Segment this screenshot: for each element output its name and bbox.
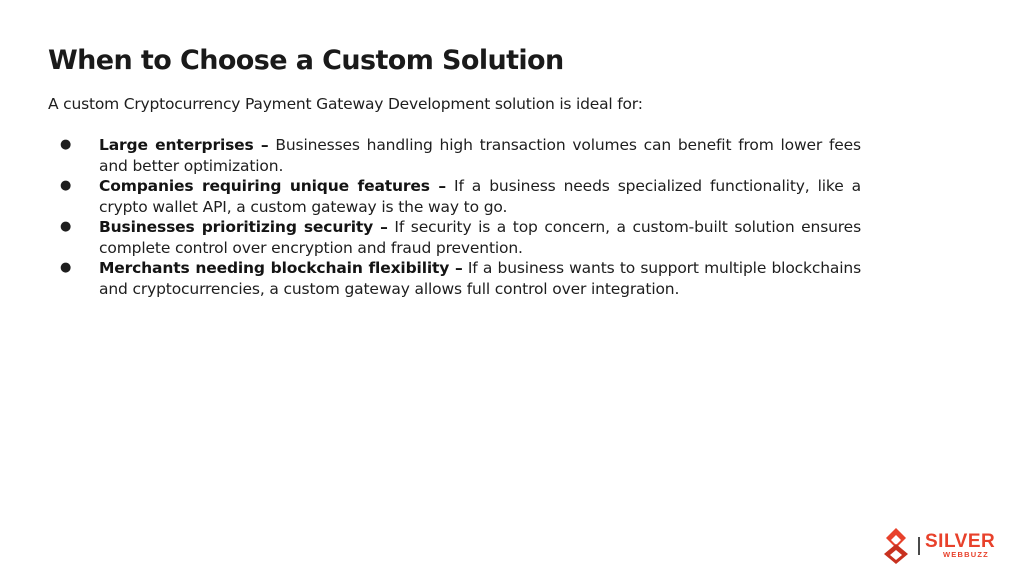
bullet-heading: Merchants needing blockchain flexibility – [99,259,463,277]
silver-webbuzz-logo [880,526,1010,566]
bullet-dot-icon: ● [60,178,72,193]
bullet-text: If security is a top concern, a custom-built solution ensures complete control over encryption and fraud prevention. [99,218,861,257]
bullet-list [60,135,861,299]
silver-webbuzz-logo-icon [880,526,912,566]
bullet-dot-icon: ● [60,260,72,275]
bullet-dot-icon: ● [60,137,72,152]
bullet-text: If a business wants to support multiple blockchains and cryptocurrencies, a custom gateway allows full control over integration. [99,259,862,298]
bullet-dot-icon: ● [60,219,72,234]
bullet-item [60,258,861,299]
logo-divider [918,537,920,555]
bullet-item [60,176,861,217]
bullet-text: If a business needs specialized functionality, like a crypto wallet API, a custom gateway is the way to go. [99,177,861,216]
bullet-text: Businesses handling high transaction volumes can benefit from lower fees and better optimization. [99,136,861,175]
bullet-item [60,217,861,258]
slide-intro: A custom Cryptocurrency Payment Gateway Development solution is ideal for: [48,95,643,113]
slide-title: When to Choose a Custom Solution [48,45,564,76]
bullet-item [60,135,861,176]
bullet-heading: Large enterprises – [99,136,269,154]
logo-wordmark: SILVER [925,531,996,552]
bullet-heading: Businesses prioritizing security – [99,218,388,236]
bullet-heading: Companies requiring unique features – [99,177,446,195]
logo-subwordmark: WEBBUZZ [943,550,989,559]
